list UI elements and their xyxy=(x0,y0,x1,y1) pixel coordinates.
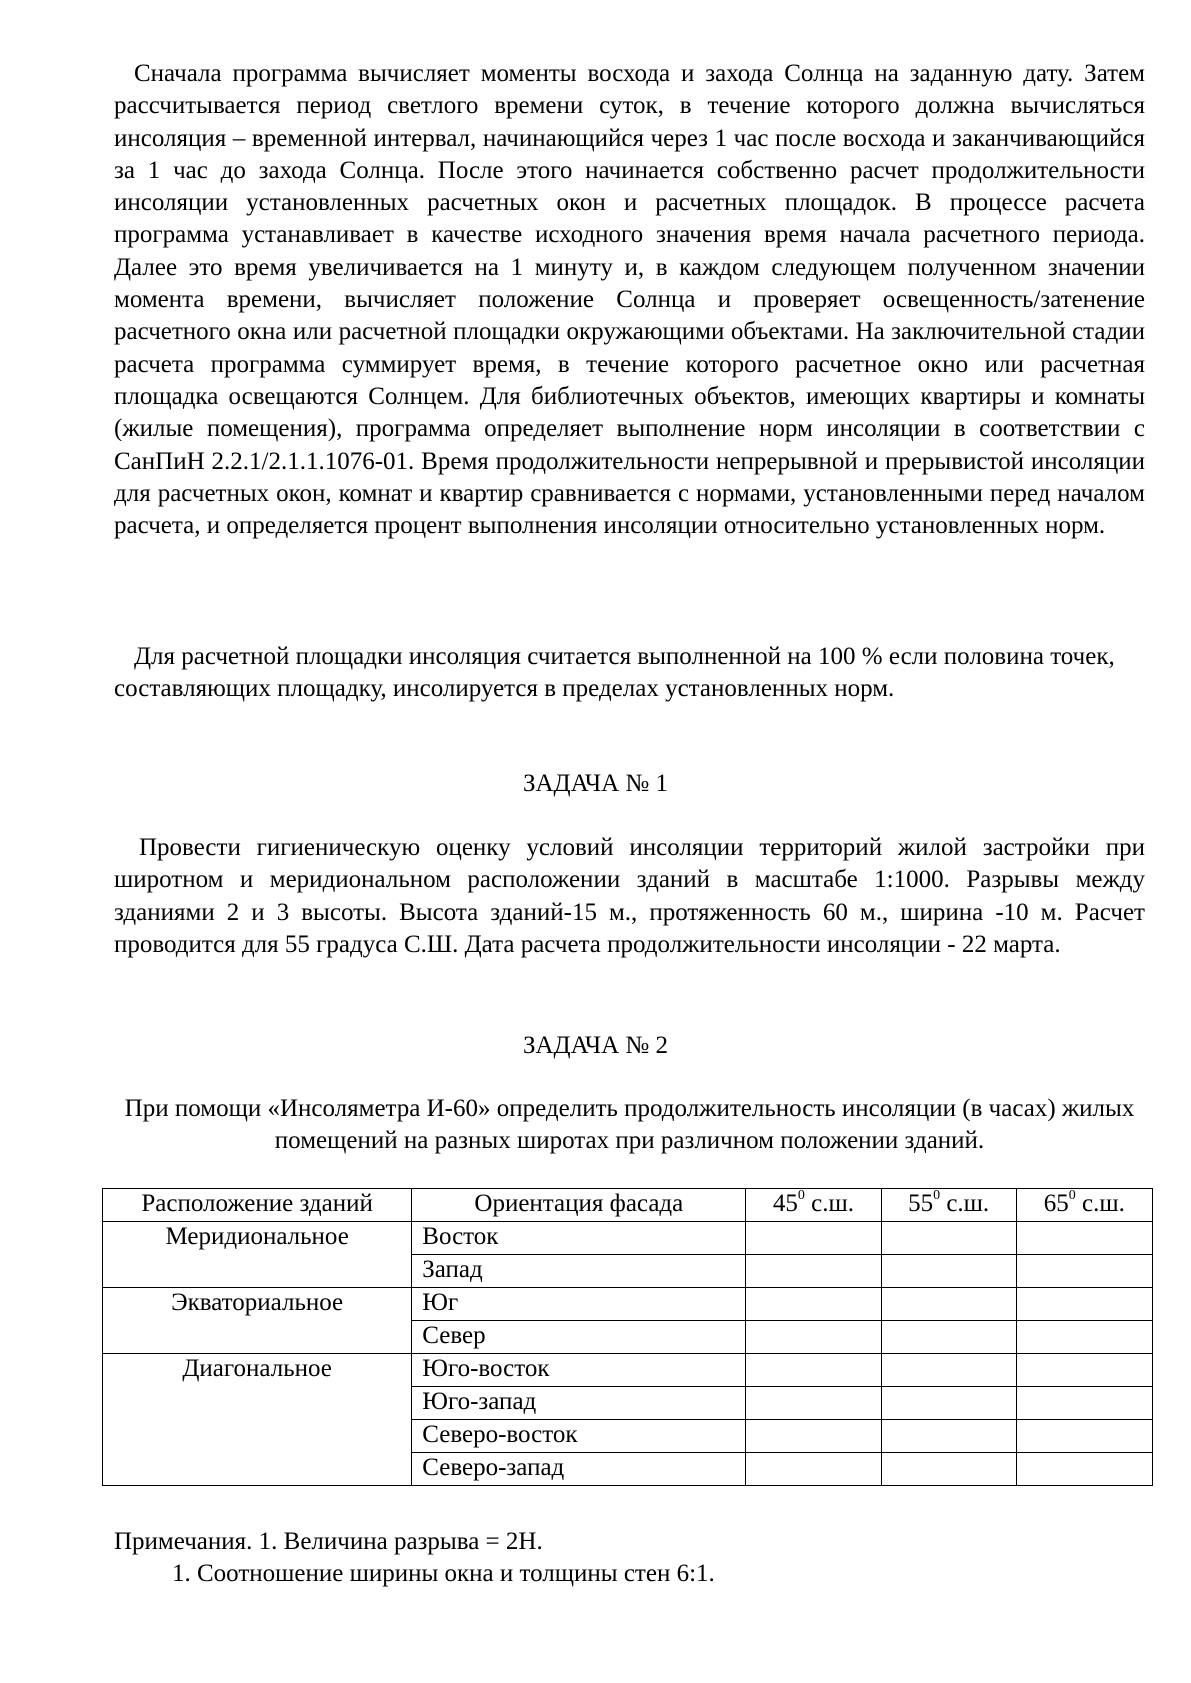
value-cell xyxy=(881,1321,1016,1354)
orientation-cell: Восток xyxy=(412,1222,746,1255)
lat-value: 45 xyxy=(772,1190,798,1217)
value-cell xyxy=(881,1222,1016,1255)
value-cell xyxy=(746,1255,881,1288)
value-cell xyxy=(746,1288,881,1321)
value-cell xyxy=(881,1288,1016,1321)
value-cell xyxy=(1016,1288,1152,1321)
header-latitude-45 xyxy=(746,1189,881,1222)
orientation-cell: Юг xyxy=(412,1288,746,1321)
task-1-text: Провести гигиеническую оценку условий инсоляции территорий жилой застройки при широтном и меридиональном расположении зданий в масштабе 1:1000. Разрывы между зданиями 2 и 3 высоты. Высота зданий-15 м., протяженность 60 м., ширина -10 м. Расчет проводится для 55 градуса С.Ш. Дата расчета продолжительности инсоляции - 22 марта. xyxy=(114,834,1145,958)
value-cell xyxy=(746,1354,881,1387)
value-cell xyxy=(1016,1255,1152,1288)
table-header-row xyxy=(103,1189,1153,1222)
value-cell xyxy=(746,1387,881,1420)
degree-mark: 0 xyxy=(797,1188,805,1203)
orientation-cell: Запад xyxy=(412,1255,746,1288)
building-position-cell: Диагональное xyxy=(103,1354,412,1486)
value-cell xyxy=(1016,1453,1152,1486)
notes-line-1: Примечания. 1. Величина разрыва = 2Н. xyxy=(114,1528,543,1555)
value-cell xyxy=(746,1222,881,1255)
value-cell xyxy=(881,1420,1016,1453)
building-position-cell: Экваториальное xyxy=(103,1288,412,1354)
value-cell xyxy=(881,1387,1016,1420)
task-1-heading: ЗАДАЧА № 1 xyxy=(522,770,669,797)
value-cell xyxy=(1016,1387,1152,1420)
value-cell xyxy=(881,1453,1016,1486)
header-latitude-65 xyxy=(1016,1189,1152,1222)
insolation-table xyxy=(102,1188,1153,1486)
value-cell xyxy=(746,1453,881,1486)
value-cell xyxy=(881,1354,1016,1387)
intro-paragraph-2: Для расчетной площадки инсоляция считается выполненной на 100 % если половина точек, составляющих площадку, инсолируется в пределах установленных норм. xyxy=(114,643,1115,702)
header-building-position: Расположение зданий xyxy=(103,1189,412,1222)
value-cell xyxy=(746,1420,881,1453)
table-row xyxy=(103,1354,1153,1387)
orientation-cell: Север xyxy=(412,1321,746,1354)
value-cell xyxy=(746,1321,881,1354)
value-cell xyxy=(1016,1222,1152,1255)
task-2-heading: ЗАДАЧА № 2 xyxy=(522,1032,669,1059)
lat-value: 55 xyxy=(908,1190,934,1217)
lat-suffix: с.ш. xyxy=(1075,1190,1125,1217)
value-cell xyxy=(1016,1321,1152,1354)
value-cell xyxy=(881,1255,1016,1288)
lat-suffix: с.ш. xyxy=(804,1190,855,1217)
table-row xyxy=(103,1222,1153,1255)
lat-value: 65 xyxy=(1043,1190,1069,1217)
building-position-cell: Меридиональное xyxy=(103,1222,412,1288)
table-row xyxy=(103,1288,1153,1321)
orientation-cell: Северо-запад xyxy=(412,1453,746,1486)
orientation-cell: Юго-восток xyxy=(412,1354,746,1387)
orientation-cell: Северо-восток xyxy=(412,1420,746,1453)
degree-mark: 0 xyxy=(1068,1188,1076,1203)
header-facade-orientation: Ориентация фасада xyxy=(412,1189,746,1222)
notes-line-2: 1. Соотношение ширины окна и толщины стен 6:1. xyxy=(172,1560,715,1587)
value-cell xyxy=(1016,1354,1152,1387)
intro-paragraph-1: Сначала программа вычисляет моменты восхода и захода Солнца на заданную дату. Затем рассчитывается период светлого времени суток, в течение которого должна вычисляться инсоляция – временной интервал, начинающийся через 1 час после восхода и заканчивающийся за 1 час до захода Солнца. После этого начинается собственно расчет продолжительности инсоляции установленных расчетных окон и расчетных площадок. В процессе расчета программа устанавливает в качестве исходного значения время начала расчетного периода. Далее это время увеличивается на 1 минуту и, в каждом следующем полученном значении момента времени, вычисляет положение Солнца и проверяет освещенность/затенение расчетного окна или расчетной площадки окружающими объектами. На заключительной стадии расчета программа суммирует время, в течение которого расчетное окно или расчетная площадка освещаются Солнцем. Для библиотечных объектов, имеющих квартиры и комнаты (жилые помещения), программа определяет выполнение норм инсоляции в соответствии с СанПиН 2.2.1/2.1.1.1076-01. Время продолжительности непрерывной и прерывистой инсоляции для расчетных окон, комнат и квартир сравнивается с нормами, установленными перед началом расчета, и определяется процент выполнения инсоляции относительно установленных норм. xyxy=(114,60,1145,540)
value-cell xyxy=(1016,1420,1152,1453)
task-2-text: При помощи «Инсоляметра И-60» определить продолжительность инсоляции (в часах) жилых помещений на разных широтах при различном положении зданий. xyxy=(124,1095,1135,1154)
orientation-cell: Юго-запад xyxy=(412,1387,746,1420)
degree-mark: 0 xyxy=(933,1188,941,1203)
lat-suffix: с.ш. xyxy=(940,1190,990,1217)
header-latitude-55 xyxy=(881,1189,1016,1222)
